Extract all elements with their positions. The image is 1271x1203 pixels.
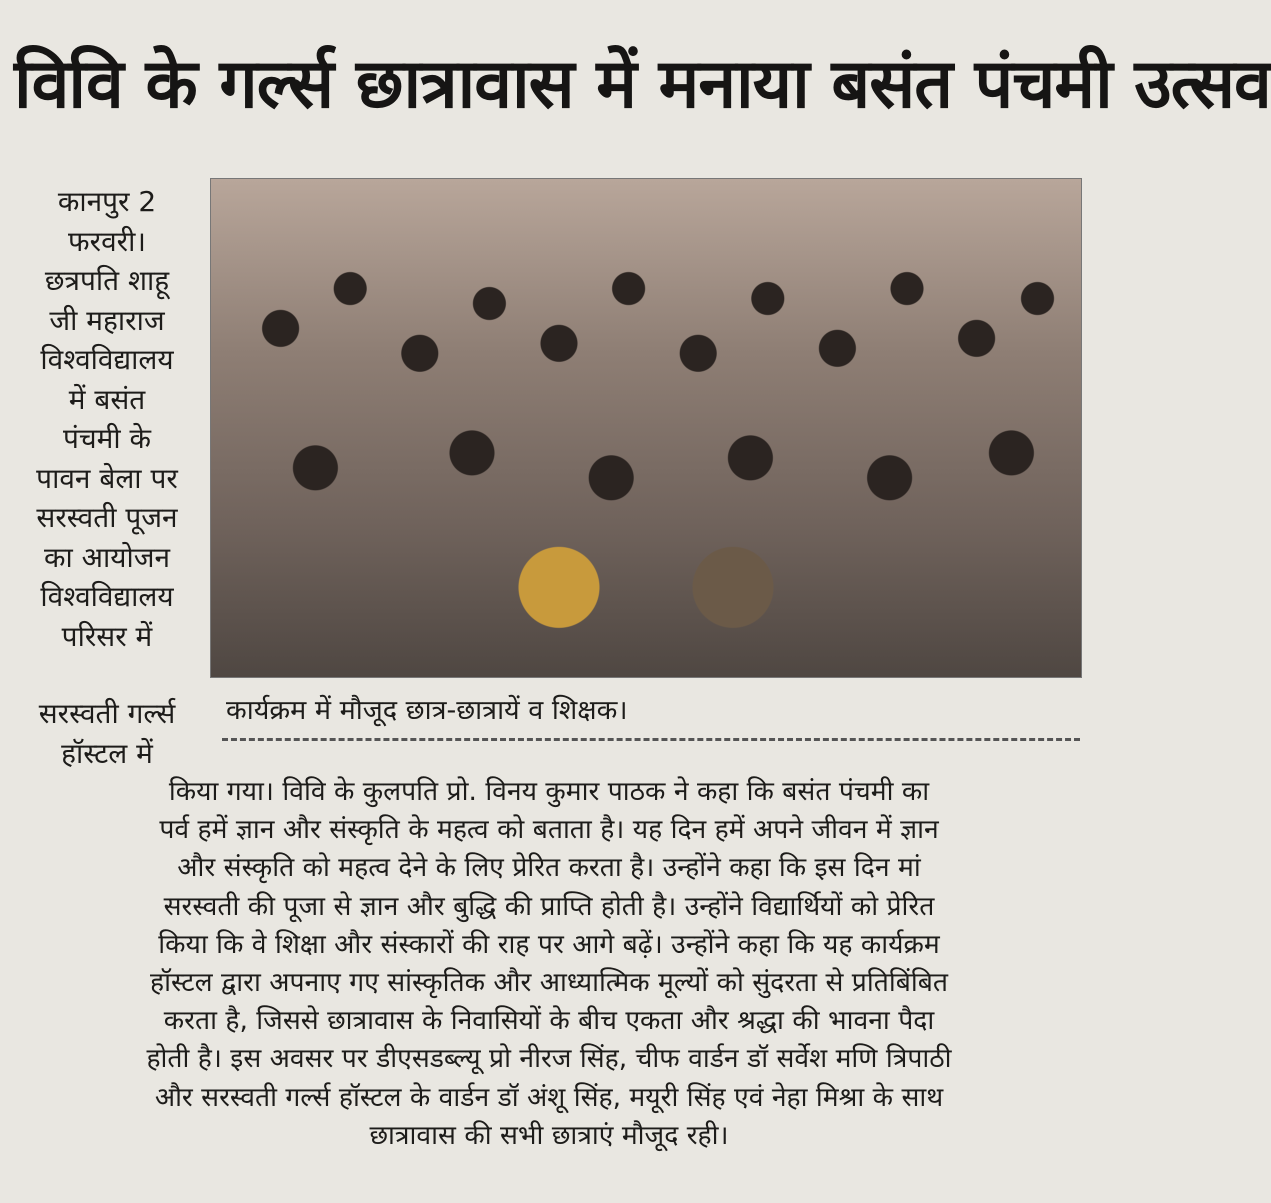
intro-line: छत्रपति शाहू <box>44 264 170 297</box>
body-line: किया गया। विवि के कुलपति प्रो. विनय कुमार पाठक ने कहा कि बसंत पंचमी का <box>168 776 930 807</box>
group-photo <box>210 178 1082 678</box>
body-line: छात्रावास की सभी छात्राएं मौजूद रही। <box>369 1119 729 1151</box>
intro-line: जी महाराज <box>49 303 165 337</box>
intro-line: फरवरी। <box>68 224 146 258</box>
intro-line: पंचमी के <box>62 422 152 455</box>
group-photo-crowd <box>211 179 1081 677</box>
intro-column-tail <box>14 694 200 773</box>
article-body <box>14 773 1084 1155</box>
photo-caption: कार्यक्रम में मौजूद छात्र-छात्रायें व शिक्षक। <box>226 695 628 726</box>
caption-divider <box>222 738 1080 741</box>
body-line: पर्व हमें ज्ञान और संस्कृति के महत्व को बताता है। यह दिन हमें अपने जीवन में ज्ञान <box>159 814 939 846</box>
intro-line: हॉस्टल में <box>61 736 153 770</box>
intro-line: परिसर में <box>61 619 153 653</box>
body-line: और सरस्वती गर्ल्स हॉस्टल के वार्डन डॉ अंशू सिंह, मयूरी सिंह एवं नेहा मिश्रा के साथ <box>154 1081 944 1113</box>
intro-line: विश्वविद्यालय <box>40 343 174 376</box>
intro-line: सरस्वती गर्ल्स <box>38 697 176 730</box>
intro-column <box>14 182 200 656</box>
body-line: हॉस्टल द्वारा अपनाए गए सांस्कृतिक और आध्यात्मिक मूल्यों को सुंदरता से प्रतिबिंबित <box>150 967 948 999</box>
body-line: होती है। इस अवसर पर डीएसडब्ल्यू प्रो नीरज सिंह, चीफ वार्डन डॉ सर्वेश मणि त्रिपाठी <box>146 1043 952 1075</box>
body-line: करता है, जिससे छात्रावास के निवासियों के बीच एकता और श्रद्धा की भावना पैदा <box>163 1005 935 1037</box>
headline: विवि के गर्ल्स छात्रावास में मनाया बसंत पंचमी उत्सव <box>14 45 1271 124</box>
intro-line: में बसंत <box>68 382 146 416</box>
body-line: और संस्कृति को महत्व देने के लिए प्रेरित करता है। उन्होंने कहा कि इस दिन मां <box>177 852 921 884</box>
body-line: सरस्वती की पूजा से ज्ञान और बुद्धि की प्राप्ति होती है। उन्होंने विद्यार्थियों को प्रेरित <box>163 890 935 922</box>
intro-line: विश्वविद्यालय <box>40 580 174 613</box>
intro-line: का आयोजन <box>43 540 171 574</box>
intro-line: सरस्वती पूजन <box>36 501 178 534</box>
intro-line: पावन बेला पर <box>36 461 178 495</box>
body-line: किया कि वे शिक्षा और संस्कारों की राह पर आगे बढ़ें। उन्होंने कहा कि यह कार्यक्रम <box>158 928 940 960</box>
intro-line: कानपुर 2 <box>57 185 157 218</box>
